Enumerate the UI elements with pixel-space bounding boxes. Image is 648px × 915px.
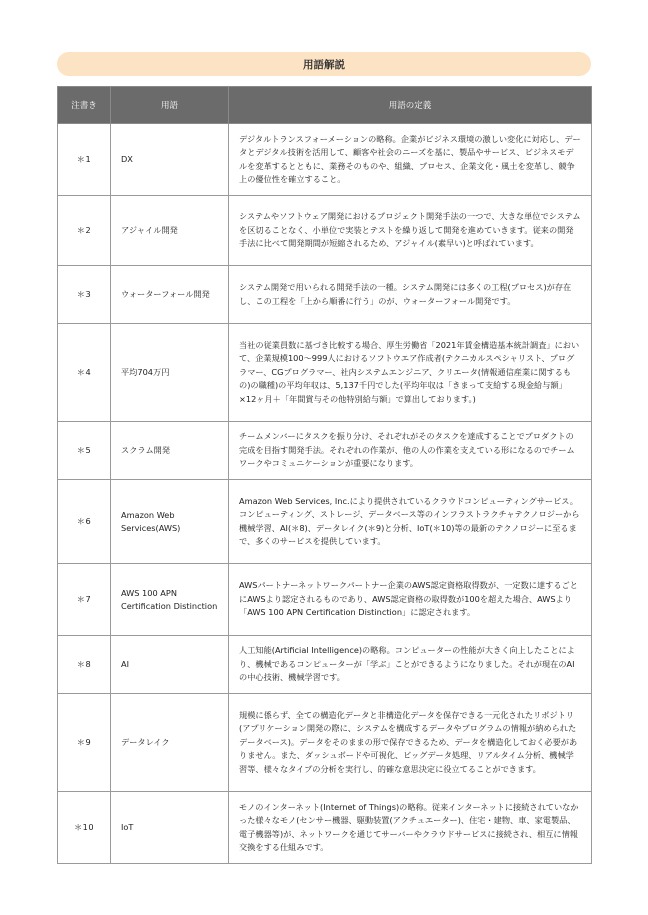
row-term: Amazon Web Services(AWS) bbox=[111, 480, 229, 564]
table-header-row bbox=[58, 87, 592, 124]
header-note: 注書き bbox=[58, 87, 111, 124]
row-note: ＊7 bbox=[58, 564, 111, 636]
row-definition: モノのインターネット(Internet of Things)の略称。従来インターネットに接続されていなかった様々なモノ(センサー機器、駆動装置(アクチュエーター)、住宅・建物、車、家電製品、電子機器等)が、ネットワークを通じてサーバーやクラウドサービスに接続され、相互に情報交換をする仕組みです。 bbox=[229, 792, 592, 864]
row-definition: AWSパートナーネットワークパートナー企業のAWS認定資格取得数が、一定数に達するごとにAWSより認定されるものであり、AWS認定資格の取得数が100を超えた場合、AWSより「AWS 100 APN Certification Distinction」に認定されます。 bbox=[229, 564, 592, 636]
table-row bbox=[58, 196, 592, 266]
row-term: アジャイル開発 bbox=[111, 196, 229, 266]
row-term: IoT bbox=[111, 792, 229, 864]
row-note: ＊8 bbox=[58, 636, 111, 694]
row-term: AWS 100 APN Certification Distinction bbox=[111, 564, 229, 636]
table-row bbox=[58, 422, 592, 480]
row-term: DX bbox=[111, 124, 229, 196]
table-row bbox=[58, 636, 592, 694]
row-definition: 当社の従業員数に基づき比較する場合、厚生労働省「2021年賃金構造基本統計調査」において、企業規模100〜999人におけるソフトウエア作成者(テクニカルスペシャリスト、プログラマー、CGプログラマー、社内システムエンジニア、クリエータ(情報通信産業に関するもの)の職種)の平均年収は、5,137千円でした(平均年収は「きまって支給する現金給与額」×12ヶ月＋「年間賞与その他特別給与額」で算出しております。) bbox=[229, 324, 592, 422]
row-definition: Amazon Web Services, Inc.により提供されているクラウドコンピューティングサービス。コンピューティング、ストレージ、データベース等のインフラストラクチャテクノロジーから機械学習、AI(＊8)、データレイク(＊9)と分析、IoT(＊10)等の最新のテクノロジーに至るまで、多くのサービスを提供しています。 bbox=[229, 480, 592, 564]
row-term: データレイク bbox=[111, 694, 229, 792]
table-row bbox=[58, 266, 592, 324]
table-row bbox=[58, 124, 592, 196]
row-note: ＊5 bbox=[58, 422, 111, 480]
row-definition: システム開発で用いられる開発手法の一種。システム開発には多くの工程(プロセス)が存在し、この工程を「上から順番に行う」のが、ウォーターフォール開発です。 bbox=[229, 266, 592, 324]
header-definition: 用語の定義 bbox=[229, 87, 592, 124]
row-note: ＊4 bbox=[58, 324, 111, 422]
row-note: ＊2 bbox=[58, 196, 111, 266]
table-row bbox=[58, 324, 592, 422]
row-note: ＊9 bbox=[58, 694, 111, 792]
row-definition: デジタルトランスフォーメーションの略称。企業がビジネス環境の激しい変化に対応し、データとデジタル技術を活用して、顧客や社会のニーズを基に、製品やサービス、ビジネスモデルを変革するとともに、業務そのものや、組織、プロセス、企業文化・風土を変革し、競争上の優位性を確立すること。 bbox=[229, 124, 592, 196]
section-title: 用語解説 bbox=[57, 52, 591, 76]
table-row bbox=[58, 564, 592, 636]
table-row bbox=[58, 694, 592, 792]
row-note: ＊1 bbox=[58, 124, 111, 196]
glossary-table bbox=[57, 86, 592, 864]
row-term: 平均704万円 bbox=[111, 324, 229, 422]
row-note: ＊3 bbox=[58, 266, 111, 324]
row-definition: 規模に係らず、全ての構造化データと非構造化データを保存できる一元化されたリポジトリ(アプリケーション開発の際に、システムを構成するデータやプログラムの情報が納められたデータベース)。データをそのままの形で保存できるため、データを構造化しておく必要がありません。また、ダッシュボードや可視化、ビッグデータ処理、リアルタイム分析、機械学習等、様々なタイプの分析を実行し、的確な意思決定に役立てることができます。 bbox=[229, 694, 592, 792]
table-row bbox=[58, 792, 592, 864]
table-row bbox=[58, 480, 592, 564]
row-definition: チームメンバーにタスクを振り分け、それぞれがそのタスクを達成することでプロダクトの完成を目指す開発手法。それぞれの作業が、他の人の作業を支えている形になるのでチームワークやコミュニケーションが重要になります。 bbox=[229, 422, 592, 480]
header-term: 用語 bbox=[111, 87, 229, 124]
row-definition: システムやソフトウェア開発におけるプロジェクト開発手法の一つで、大きな単位でシステムを区切ることなく、小単位で実装とテストを繰り返して開発を進めていきます。従来の開発手法に比べて開発期間が短縮されるため、アジャイル(素早い)と呼ばれています。 bbox=[229, 196, 592, 266]
row-definition: 人工知能(Artificial Intelligence)の略称。コンピューターの性能が大きく向上したことにより、機械であるコンピューターが「学ぶ」ことができるようになりました。それが現在のAIの中心技術、機械学習です。 bbox=[229, 636, 592, 694]
row-term: スクラム開発 bbox=[111, 422, 229, 480]
row-term: ウォーターフォール開発 bbox=[111, 266, 229, 324]
row-note: ＊10 bbox=[58, 792, 111, 864]
row-term: AI bbox=[111, 636, 229, 694]
row-note: ＊6 bbox=[58, 480, 111, 564]
